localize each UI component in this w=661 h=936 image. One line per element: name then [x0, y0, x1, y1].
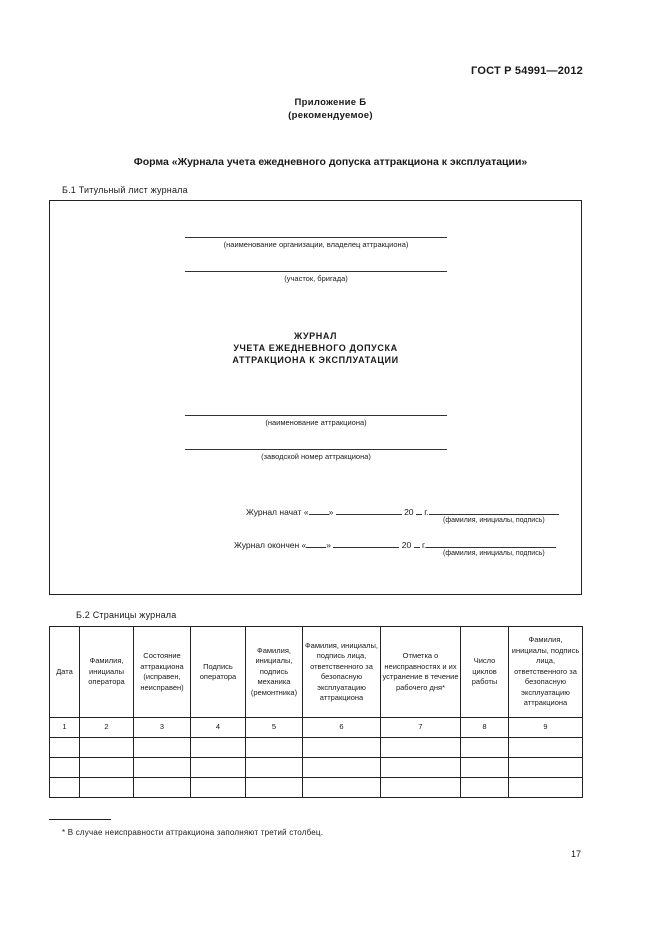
- document-code: ГОСТ Р 54991—2012: [471, 65, 583, 77]
- column-number: 8: [461, 718, 509, 738]
- appendix-status: (рекомендуемое): [288, 110, 373, 121]
- ride-caption: (наименование аттракциона): [265, 418, 367, 427]
- empty-cell: [509, 778, 583, 798]
- empty-cell: [303, 738, 381, 758]
- journal-title-line-2: УЧЕТА ЕЖЕДНЕВНОГО ДОПУСКА: [233, 343, 398, 353]
- ended-month-blank: [333, 539, 399, 548]
- unit-blank-line: [185, 271, 447, 272]
- table-row: [50, 758, 583, 778]
- ended-signer-caption: (фамилия, инициалы, подпись): [443, 550, 545, 557]
- started-year-suffix: г.: [424, 507, 429, 517]
- column-header: Фамилия, инициалы оператора: [80, 627, 134, 718]
- empty-cell: [246, 758, 303, 778]
- org-caption: (наименование организации, владелец аттракциона): [223, 240, 409, 249]
- started-year-blank: [416, 506, 422, 515]
- empty-cell: [191, 778, 246, 798]
- empty-cell: [461, 758, 509, 778]
- column-header: Дата: [50, 627, 80, 718]
- column-number: 1: [50, 718, 80, 738]
- section-b1-heading: Б.1 Титульный лист журнала: [62, 185, 188, 195]
- form-title: Форма «Журнала учета ежедневного допуска аттракциона к эксплуатации»: [133, 156, 528, 168]
- table-row: [50, 778, 583, 798]
- column-number-row: [50, 718, 583, 738]
- empty-cell: [80, 778, 134, 798]
- journal-ended-row: [234, 539, 556, 550]
- empty-cell: [461, 778, 509, 798]
- column-header: Фамилия, инициалы, подпись механика (ремонтника): [246, 627, 303, 718]
- page-number: 17: [570, 849, 581, 859]
- column-number: 5: [246, 718, 303, 738]
- empty-cell: [80, 758, 134, 778]
- empty-cell: [191, 738, 246, 758]
- journal-ended-label: Журнал окончен «: [234, 540, 307, 550]
- serial-caption: (заводской номер аттракциона): [261, 452, 371, 461]
- empty-cell: [80, 738, 134, 758]
- column-header: Подпись оператора: [191, 627, 246, 718]
- table-row: [50, 738, 583, 758]
- ride-blank-line: [185, 415, 447, 416]
- section-b2-heading: Б.2 Страницы журнала: [76, 610, 177, 620]
- column-header: Отметка о неисправностях и их устранение в течение рабочего дня*: [381, 627, 461, 718]
- empty-cell: [303, 758, 381, 778]
- serial-blank-line: [185, 449, 447, 450]
- table-header-row: [50, 627, 583, 718]
- ended-year-blank: [414, 539, 420, 548]
- journal-title-line-1: ЖУРНАЛ: [294, 331, 337, 341]
- journal-title-line-3: АТТРАКЦИОНА К ЭКСПЛУАТАЦИИ: [232, 355, 399, 365]
- ended-signer-blank: [426, 539, 556, 548]
- unit-caption: (участок, бригада): [284, 274, 348, 283]
- journal-started-row: [246, 506, 559, 517]
- empty-cell: [509, 758, 583, 778]
- empty-cell: [134, 758, 191, 778]
- started-quote-close: »: [328, 507, 334, 517]
- column-number: 4: [191, 718, 246, 738]
- appendix-title: Приложение Б: [294, 97, 367, 108]
- started-day-blank: [309, 506, 329, 515]
- column-number: 9: [509, 718, 583, 738]
- ended-year-suffix: г.: [421, 540, 427, 550]
- column-header: Фамилия, инициалы, подпись лица, ответственного за безопасную эксплуатацию аттракциона: [509, 627, 583, 718]
- journal-pages-table: [49, 626, 583, 798]
- empty-cell: [303, 778, 381, 798]
- journal-title: [50, 330, 581, 366]
- empty-cell: [246, 738, 303, 758]
- started-year-label: 20: [404, 507, 414, 517]
- empty-cell: [381, 738, 461, 758]
- appendix-heading: [0, 96, 661, 122]
- column-header: Фамилия, инициалы, подпись лица, ответственного за безопасную эксплуатацию аттракциона: [303, 627, 381, 718]
- started-signer-caption: (фамилия, инициалы, подпись): [443, 517, 545, 524]
- footnote-rule: [49, 819, 111, 820]
- column-header: Состояние аттракциона (исправен, неисправен): [134, 627, 191, 718]
- footnote: * В случае неисправности аттракциона заполняют третий столбец.: [62, 828, 324, 837]
- empty-cell: [50, 758, 80, 778]
- empty-cell: [509, 738, 583, 758]
- column-number: 7: [381, 718, 461, 738]
- ended-day-blank: [306, 539, 326, 548]
- empty-cell: [50, 738, 80, 758]
- ended-quote-close: »: [326, 540, 332, 550]
- started-month-blank: [336, 506, 402, 515]
- ended-year-label: 20: [401, 540, 412, 550]
- empty-cell: [134, 778, 191, 798]
- column-number: 6: [303, 718, 381, 738]
- empty-cell: [50, 778, 80, 798]
- journal-started-label: Журнал начат «: [246, 507, 309, 517]
- empty-cell: [134, 738, 191, 758]
- empty-cell: [461, 738, 509, 758]
- column-header: Число циклов работы: [461, 627, 509, 718]
- column-number: 3: [134, 718, 191, 738]
- empty-cell: [381, 758, 461, 778]
- started-signer-blank: [429, 506, 559, 515]
- empty-cell: [381, 778, 461, 798]
- empty-cell: [246, 778, 303, 798]
- title-page-frame: [49, 200, 582, 595]
- empty-cell: [191, 758, 246, 778]
- column-number: 2: [80, 718, 134, 738]
- org-blank-line: [185, 237, 447, 238]
